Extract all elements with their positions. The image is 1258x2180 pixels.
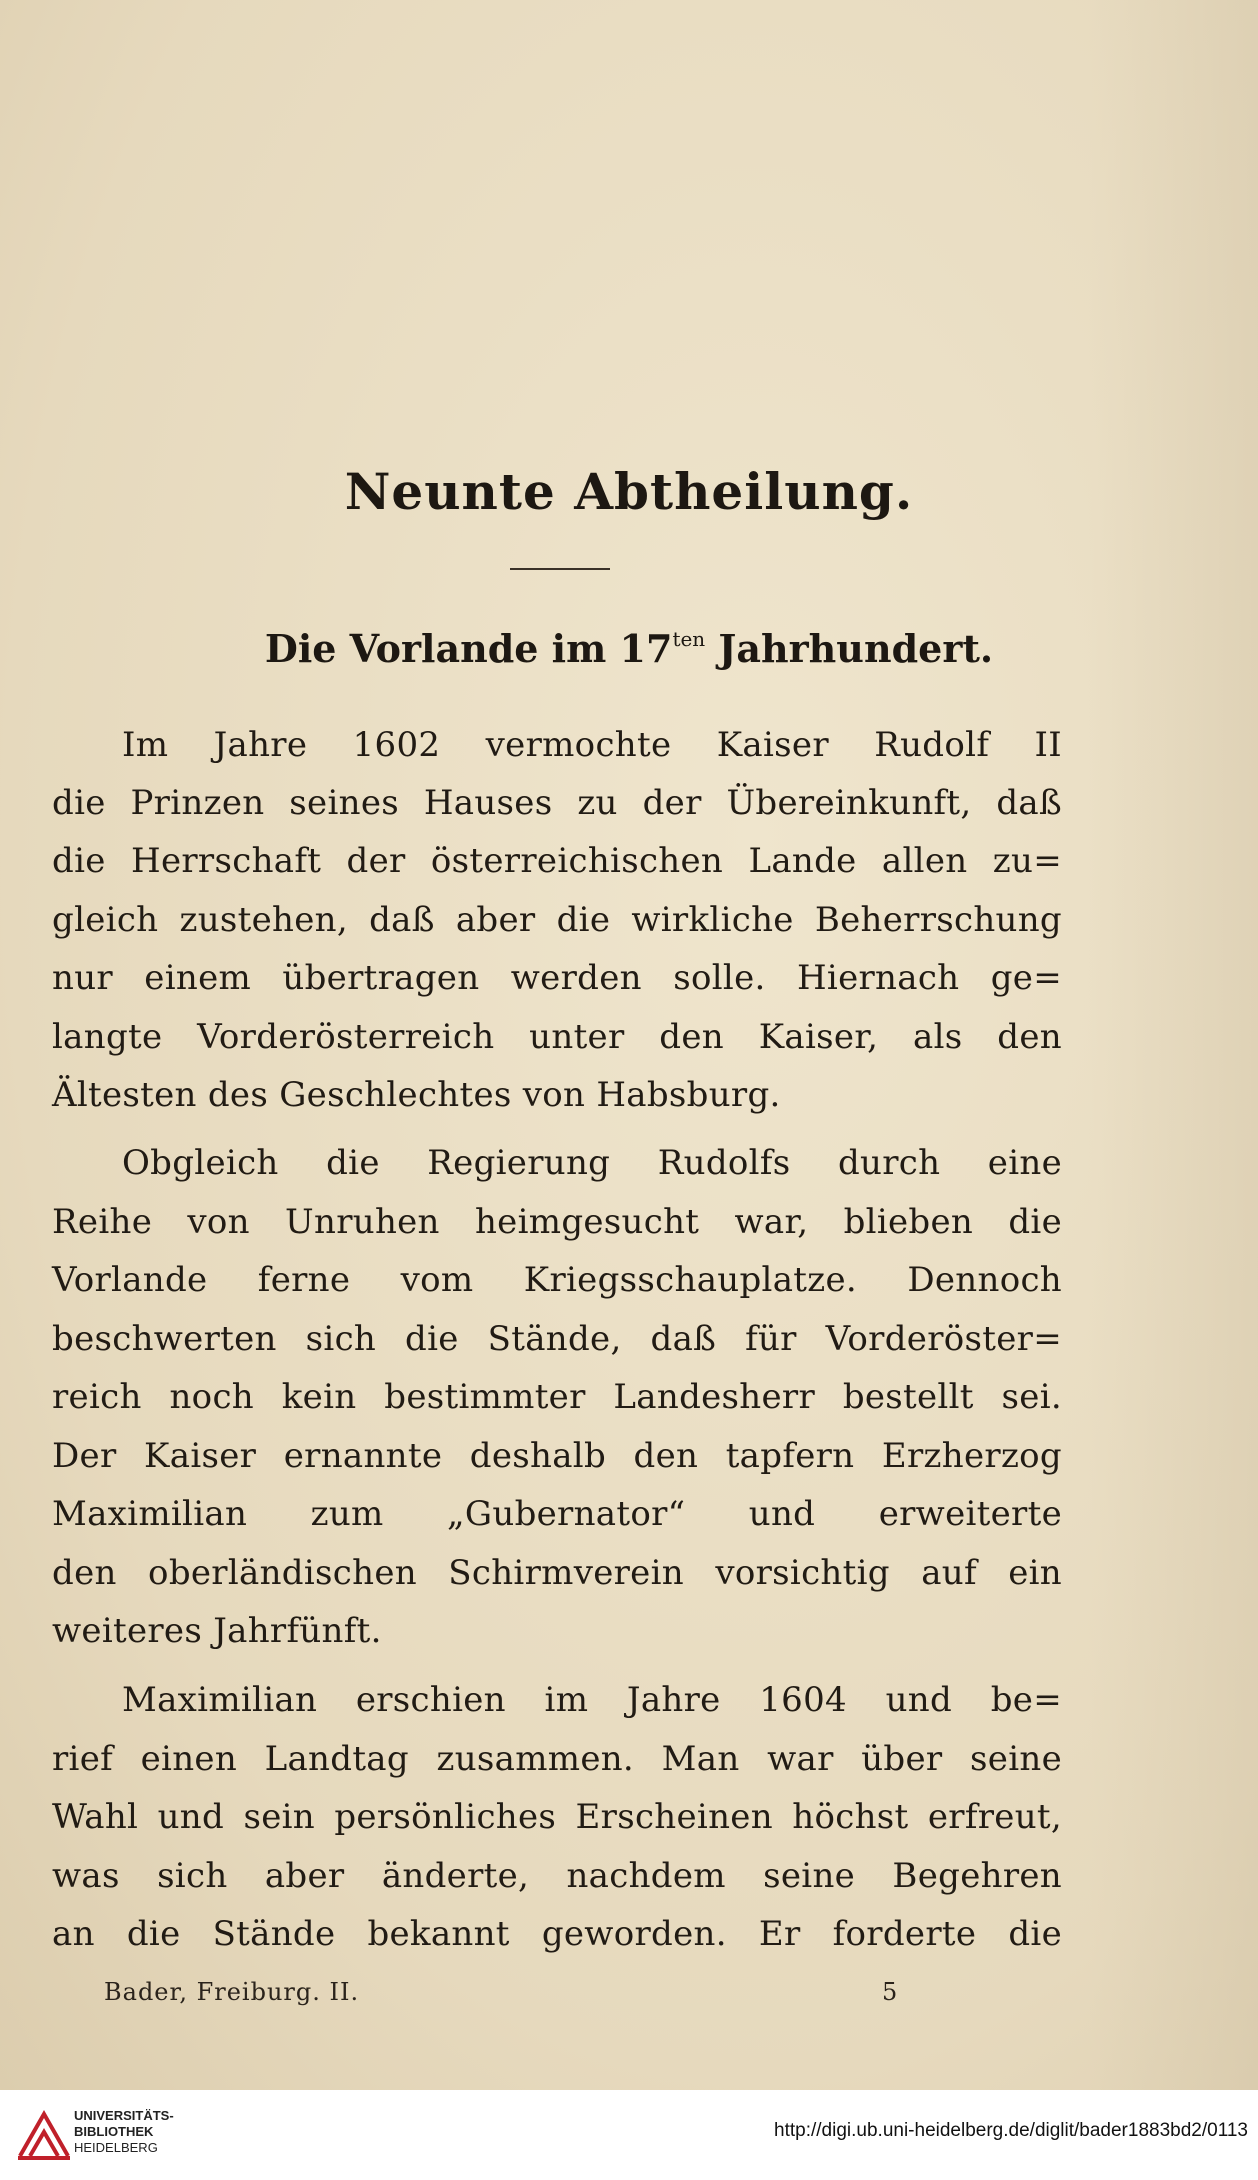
library-logo-icon xyxy=(14,2106,74,2164)
library-name-line1: UNIVERSITÄTS- xyxy=(74,2108,174,2123)
text-line: Wahl und sein persönliches Erscheinen höchst erfreut, xyxy=(52,1797,1062,1837)
text-line: was sich aber änderte, nachdem seine Begehren xyxy=(52,1856,1062,1896)
section-title xyxy=(0,626,1258,671)
title-divider xyxy=(510,568,610,570)
text-line: Reihe von Unruhen heimgesucht war, blieben die xyxy=(52,1202,1062,1242)
section-title-pre: Die Vorlande im 17 xyxy=(264,626,673,671)
signature-line: Bader, Freiburg. II. xyxy=(104,1978,360,2006)
text-line: die Prinzen seines Hauses zu der Übereinkunft, daß xyxy=(52,783,1062,823)
text-line: rief einen Landtag zusammen. Man war über seine xyxy=(52,1739,1062,1779)
page-bleed-shadow xyxy=(1088,0,1258,2090)
section-title-post: Jahrhundert. xyxy=(705,626,994,671)
signature-number: 5 xyxy=(882,1978,898,2006)
library-name xyxy=(74,2108,174,2156)
text-line: Maximilian erschien im Jahre 1604 und be= xyxy=(122,1680,1062,1720)
permalink-url[interactable]: http://digi.ub.uni-heidelberg.de/diglit/bader1883bd2/0113 xyxy=(774,2120,1248,2141)
text-line: Ältesten des Geschlechtes von Habsburg. xyxy=(52,1075,781,1115)
library-name-line3: HEIDELBERG xyxy=(74,2140,158,2155)
text-line: Maximilian zum „Gubernator“ und erweiterte xyxy=(52,1494,1062,1534)
text-line: den oberländischen Schirmverein vorsichtig auf ein xyxy=(52,1553,1062,1593)
section-title-sup: ten xyxy=(672,627,706,651)
text-line: reich noch kein bestimmter Landesherr bestellt sei. xyxy=(52,1377,1062,1417)
text-line: Der Kaiser ernannte deshalb den tapfern Erzherzog xyxy=(52,1436,1062,1476)
text-line: weiteres Jahrfünft. xyxy=(52,1611,382,1651)
text-line: gleich zustehen, daß aber die wirkliche Beherrschung xyxy=(52,900,1062,940)
text-line: an die Stände bekannt geworden. Er forderte die xyxy=(52,1914,1062,1954)
text-line: beschwerten sich die Stände, daß für Vorderöster= xyxy=(52,1319,1062,1359)
library-name-line2: BIBLIOTHEK xyxy=(74,2124,154,2139)
text-line: Obgleich die Regierung Rudolfs durch eine xyxy=(122,1143,1062,1183)
text-line: nur einem übertragen werden solle. Hiernach ge= xyxy=(52,958,1062,998)
text-line: langte Vorderösterreich unter den Kaiser, als den xyxy=(52,1017,1062,1057)
text-line: die Herrschaft der österreichischen Lande allen zu= xyxy=(52,841,1062,881)
chapter-title: Neunte Abtheilung. xyxy=(344,462,914,521)
text-line: Im Jahre 1602 vermochte Kaiser Rudolf II xyxy=(122,725,1062,765)
text-line: Vorlande ferne vom Kriegsschauplatze. Dennoch xyxy=(52,1260,1062,1300)
